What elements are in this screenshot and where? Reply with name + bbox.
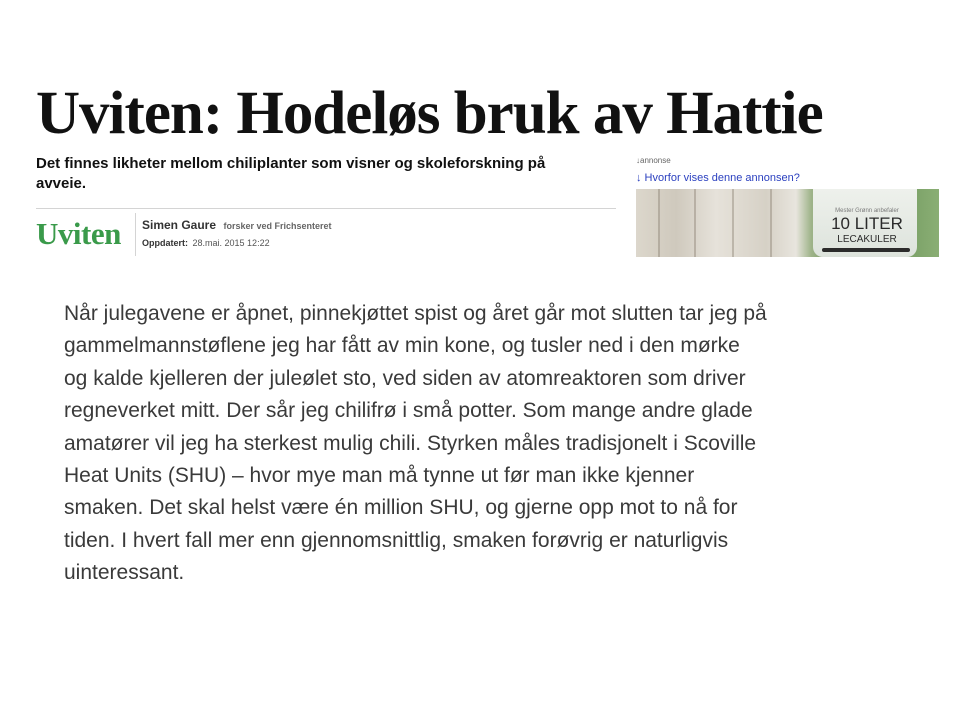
updated-timestamp: [142, 238, 270, 248]
article-headline: Uviten: Hodeløs bruk av Hattie: [36, 80, 823, 147]
ad-fence-plank: [658, 189, 660, 257]
byline: [142, 216, 332, 234]
body-line: Heat Units (SHU) – hvor mye man må tynne ut før man ikke kjenner: [64, 464, 695, 488]
body-line: og kalde kjelleren der juleølet sto, ved siden av atomreaktoren som driver: [64, 366, 746, 390]
body-line: smaken. Det skal helst være én million SHU, og gjerne opp mot to nå for: [64, 496, 738, 520]
ad-sub-text: Mester Grønn anbefaler: [835, 208, 899, 214]
body-line: tiden. I hvert fall mer enn gjennomsnittlig, smaken forøvrig er naturligvis: [64, 528, 729, 552]
article-lead: Det finnes likheter mellom chiliplanter som visner og skoleforskning på avveie.: [36, 155, 546, 192]
author-name[interactable]: Simen Gaure: [142, 218, 217, 232]
ad-banner-image[interactable]: [636, 189, 939, 257]
byline-separator: [135, 213, 136, 256]
section-logo[interactable]: Uviten: [36, 216, 121, 251]
author-role: forsker ved Frichsenteret: [223, 221, 332, 231]
ad-label: ↓annonse: [636, 156, 671, 165]
header-divider: [36, 208, 616, 209]
ad-title: 10 LITER: [831, 214, 903, 233]
body-line: regneverket mitt. Der sår jeg chilifrø i små potter. Som mange andre glade: [64, 399, 753, 423]
updated-date: 28.mai. 2015 12:22: [192, 238, 270, 248]
article-body: [64, 298, 924, 590]
body-line: gammelmannstøflene jeg har fått av min kone, og tusler ned i den mørke: [64, 334, 740, 358]
ad-product-name: LECAKULER: [837, 234, 897, 245]
ad-fence-plank: [694, 189, 696, 257]
body-line: uinteressant.: [64, 561, 185, 585]
updated-label: Oppdatert:: [142, 238, 188, 248]
ad-fence-plank: [770, 189, 772, 257]
ad-bag-stripe: [822, 248, 910, 252]
ad-why-link[interactable]: ↓ Hvorfor vises denne annonsen?: [636, 172, 800, 184]
body-line: Når julegavene er åpnet, pinnekjøttet spist og året går mot slutten tar jeg på: [64, 302, 767, 325]
ad-fence-plank: [732, 189, 734, 257]
body-line: amatører vil jeg ha sterkest mulig chili. Styrken måles tradisjonelt i Scoville: [64, 431, 757, 455]
